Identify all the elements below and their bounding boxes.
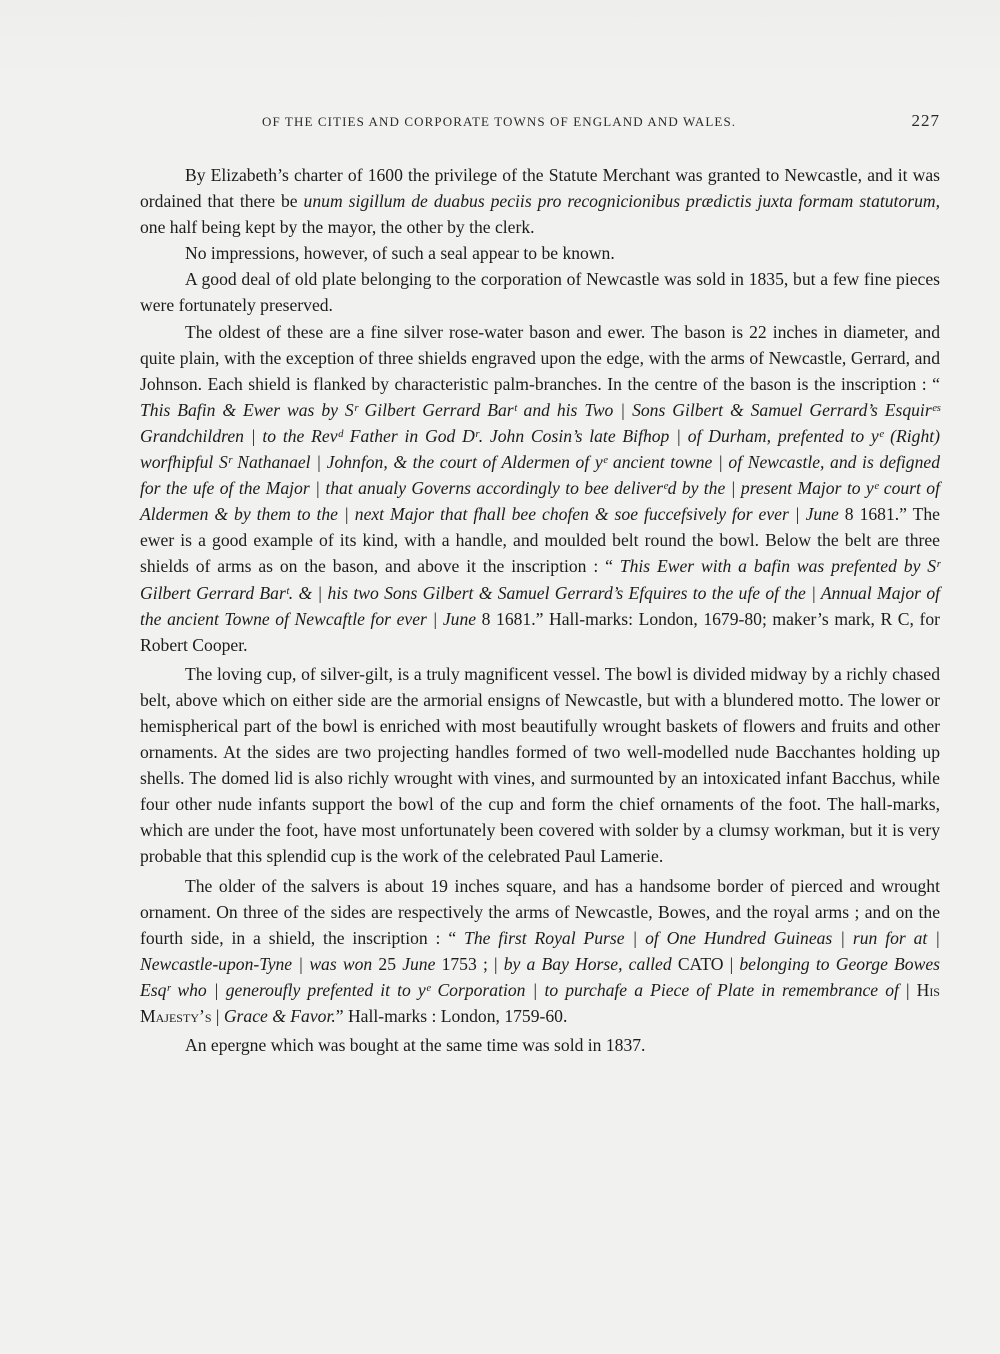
paragraph-text: The oldest of these are a fine silver rose-water bason and ewer. The bason is 22 inches in diameter, and quite plain, with the exception of three shields engraved upon the edge, with the arms of Newcastle, Gerrard, and Johnson. Each shield is flanked by characteristic palm-branches. In the centre of the bason is the inscription : “	[140, 321, 940, 394]
paragraph-text: |	[211, 1006, 224, 1026]
body-text	[140, 162, 940, 1058]
paragraph-salvers	[140, 873, 940, 1030]
paragraph-text: 8 1681.” Hall-marks: London, 1679-80; maker’s mark, R C, for Robert Cooper.	[140, 608, 941, 655]
paragraph-text: 25	[372, 953, 403, 974]
salver-inscription: June	[402, 953, 436, 974]
paragraph-text: 8 1681.” The ewer is a good example of its kind, with a handle, and moulded belt round the bowl. Below the belt are three shields of arms as on the bason, and above it the inscription : “	[140, 504, 940, 577]
paragraph-epergne: An epergne which was bought at the same time was sold in 1837.	[185, 1035, 646, 1056]
salver-inscription: belonging to George Bowes Esqʳ who | generoufly prefented it to yᵉ Corporation | to purchafe a Piece of Plate in remembrance of	[140, 953, 940, 1000]
paragraph-text: The older of the salvers is about 19 inches square, and has a handsome border of pierced and wrought ornament. On three of the sides are respectively the arms of Newcastle, Bowes, and the royal arms ; and on the fourth side, in a shield, the inscription : “	[140, 875, 940, 948]
salver-inscription: Grace & Favor.	[223, 1006, 336, 1026]
page-top-shading	[0, 0, 1000, 80]
paragraph-text: By Elizabeth’s charter of 1600 the privilege of the Statute Merchant was granted to Newcastle, and it was ordained that there be	[140, 165, 940, 212]
paragraph-bason-and-ewer	[140, 319, 940, 658]
paragraph-text: CATO |	[671, 953, 740, 974]
running-title: OF THE CITIES AND CORPORATE TOWNS OF ENGLAND AND WALES.	[262, 114, 737, 129]
ewer-inscription: This Ewer with a bafin was prefented by Sʳ Gilbert Gerrard Barᵗ. & | his two Sons Gilbert & Samuel Gerrard’s Efquires to the ufe of the | Annual Major of the ancient Towne of Newcaftle for ever | June	[140, 556, 940, 629]
running-head	[140, 111, 940, 136]
paragraph-no-impressions: No impressions, however, of such a seal appear to be known.	[185, 243, 615, 264]
latin-phrase: unum sigillum de duabus peciis pro recognicionibus prædictis juxta formam statutorum,	[303, 191, 940, 212]
paragraph-loving-cup: The loving cup, of silver-gilt, is a truly magnificent vessel. The bowl is divided midway by a richly chased belt, above which on either side are the armorial ensigns of Newcastle, but with a blundered motto. The lower or hemispherical part of the bowl is enriched with most beautifully wrought baskets of flowers and fruits and other ornaments. At the sides are two projecting handles formed of two well-modelled nude Bacchantes holding up shells. The domed lid is also richly wrought with vines, and surmounted by an intoxicated infant Bacchus, while four other nude infants support the bowl of the cup and form the chief ornaments of the foot. The hall-marks, which are under the foot, have most unfortunately been covered with solder by a clumsy workman, but it is very probable that this splendid cup is the work of the celebrated Paul Lamerie.	[140, 663, 940, 867]
page-number: 227	[911, 111, 940, 130]
paragraph-text: |	[898, 979, 917, 1000]
paragraph-text: one half being kept by the mayor, the other by the clerk.	[140, 217, 535, 238]
salver-inscription: by a Bay Horse, called	[503, 953, 672, 974]
paragraph-statute-merchant	[140, 162, 940, 240]
paragraph-old-plate: A good deal of old plate belonging to the corporation of Newcastle was sold in 1835, but a few fine pieces were fortunately preserved.	[140, 269, 940, 316]
salver-inscription: The first Royal Purse | of One Hundred Guineas | run for at | Newcastle-upon-Tyne | was won	[140, 927, 941, 974]
small-caps-text: His Majesty’s	[140, 979, 940, 1026]
paragraph-text: ” Hall-marks : London, 1759-60.	[335, 1006, 568, 1026]
paragraph-text: 1753 ; |	[435, 953, 504, 974]
bason-inscription: This Bafin & Ewer was by Sʳ Gilbert Gerrard Barᵗ and his Two | Sons Gilbert & Samuel Gerrard’s Esquirᵉˢ Grandchildren | to the Revᵈ Father in God Dʳ. John Cosin’s late Bifhop | of Durham, prefented to yᵉ (Right) worfhipful Sʳ Nathanael | Johnfon, & the court of Aldermen of yᵉ ancient towne | of Newcastle, and is defigned for the ufe of the Major | that anualy Governs accordingly to bee deliverᵉd by the | present Major to yᵉ court of Aldermen & by them to the | next Major that fhall bee chofen & soe fuccefsively for ever | June	[140, 399, 940, 525]
